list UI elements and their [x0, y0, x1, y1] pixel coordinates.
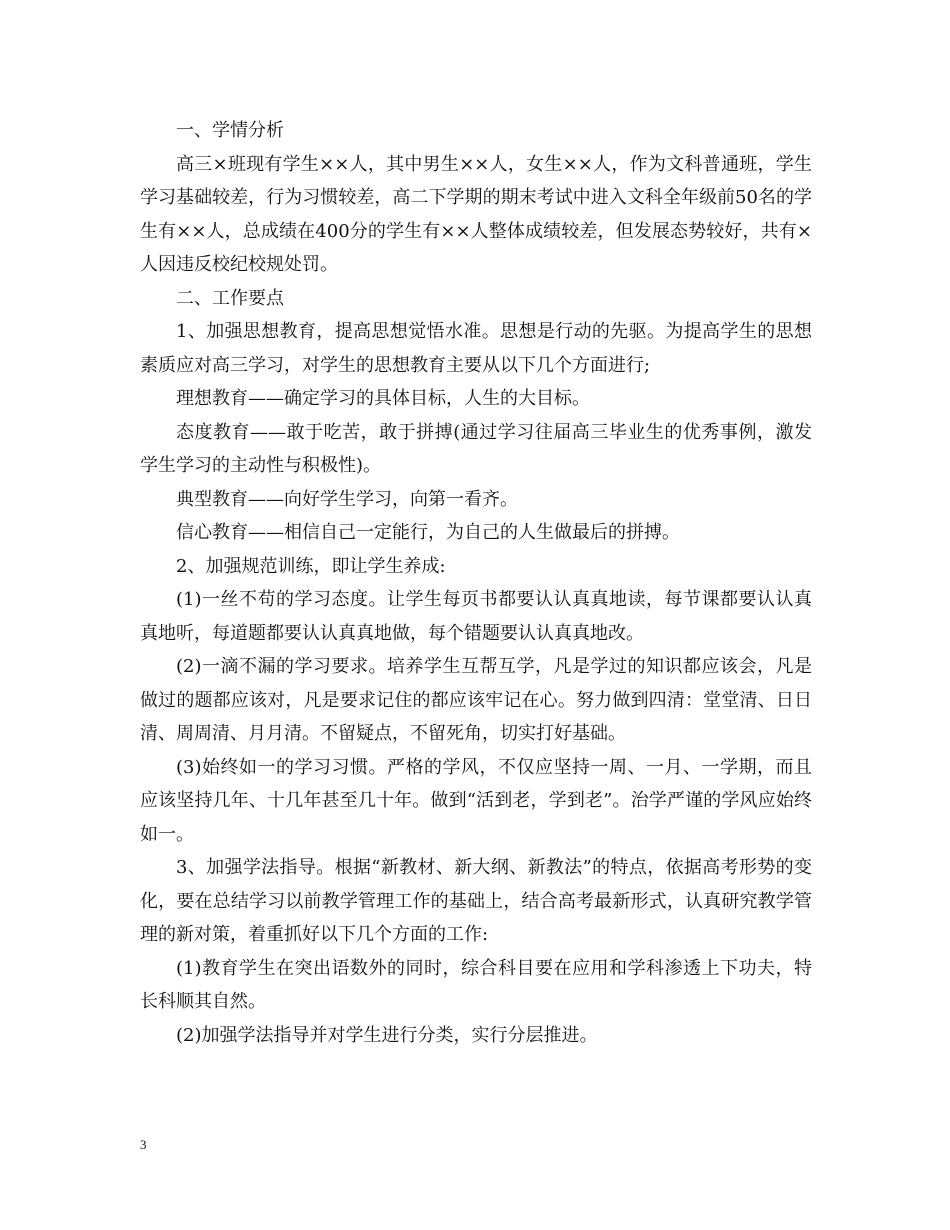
paragraph-model-education: 典型教育——向好学生学习，向第一看齐。	[176, 488, 518, 510]
paragraph-study-method-guidance: 3、加强学法指导。根据“新教材、新大纲、新教法”的特点，依据高考形势的变化，要在总结学习以前教学管理工作的基础上，结合高考最新形式，认真研究教学管理的新对策，着重抓好以下几个方面的工作:	[140, 857, 812, 945]
paragraph-attitude-education: 态度教育——敢于吃苦，敢于拼搏(通过学习往届高三毕业生的优秀事例，激发学生学习的主动性与积极性)。	[140, 421, 812, 476]
document-body	[140, 114, 812, 1052]
section-heading-work-points: 二、工作要点	[176, 287, 284, 309]
paragraph-subject-focus: (1)教育学生在突出语数外的同时，综合科目要在应用和学科渗透上下功夫，特长科顺其自然。	[140, 957, 812, 1012]
paragraph-standard-training: 2、加强规范训练，即让学生养成:	[176, 555, 446, 577]
paragraph-confidence-education: 信心教育——相信自己一定能行，为自己的人生做最后的拼搏。	[176, 522, 680, 543]
paragraph-ideological-education: 1、加强思想教育，提高思想觉悟水准。思想是行动的先驱。为提高学生的思想素质应对高三学习，对学生的思想教育主要从以下几个方面进行;	[140, 321, 812, 376]
section-heading-learning-analysis: 一、学情分析	[176, 120, 284, 141]
paragraph-learning-habits: (3)始终如一的学习习惯。严格的学风，不仅应坚持一周、一月、一学期，而且应该坚持几年、十几年甚至几十年。做到“活到老，学到老”。治学严谨的学风应始终如一。	[140, 756, 812, 845]
paragraph-class-situation: 高三×班现有学生××人，其中男生××人，女生××人，作为文科普通班，学生学习基础较差，行为习惯较差，高二下学期的期末考试中进入文科全年级前50名的学生有××人，总成绩在400分的学生有××人整体成绩较差，但发展态势较好，共有×人因违反校纪校规处罚。	[140, 153, 812, 275]
paragraph-learning-requirements: (2)一滴不漏的学习要求。培养学生互帮互学，凡是学过的知识都应该会，凡是做过的题都应该对，凡是要求记住的都应该牢记在心。努力做到四清：堂堂清、日日清、周周清、月月清。不留疑点，不留死角，切实打好基础。	[140, 656, 812, 744]
paragraph-ideal-education: 理想教育——确定学习的具体目标，人生的大目标。	[176, 388, 590, 409]
paragraph-layered-progress: (2)加强学法指导并对学生进行分类，实行分层推进。	[176, 1024, 598, 1046]
page-number: 3	[140, 1137, 147, 1152]
paragraph-learning-attitude: (1)一丝不苟的学习态度。让学生每页书都要认认真真地读，每节课都要认认真真地听，每道题都要认认真真地做，每个错题要认认真真地改。	[140, 589, 812, 644]
